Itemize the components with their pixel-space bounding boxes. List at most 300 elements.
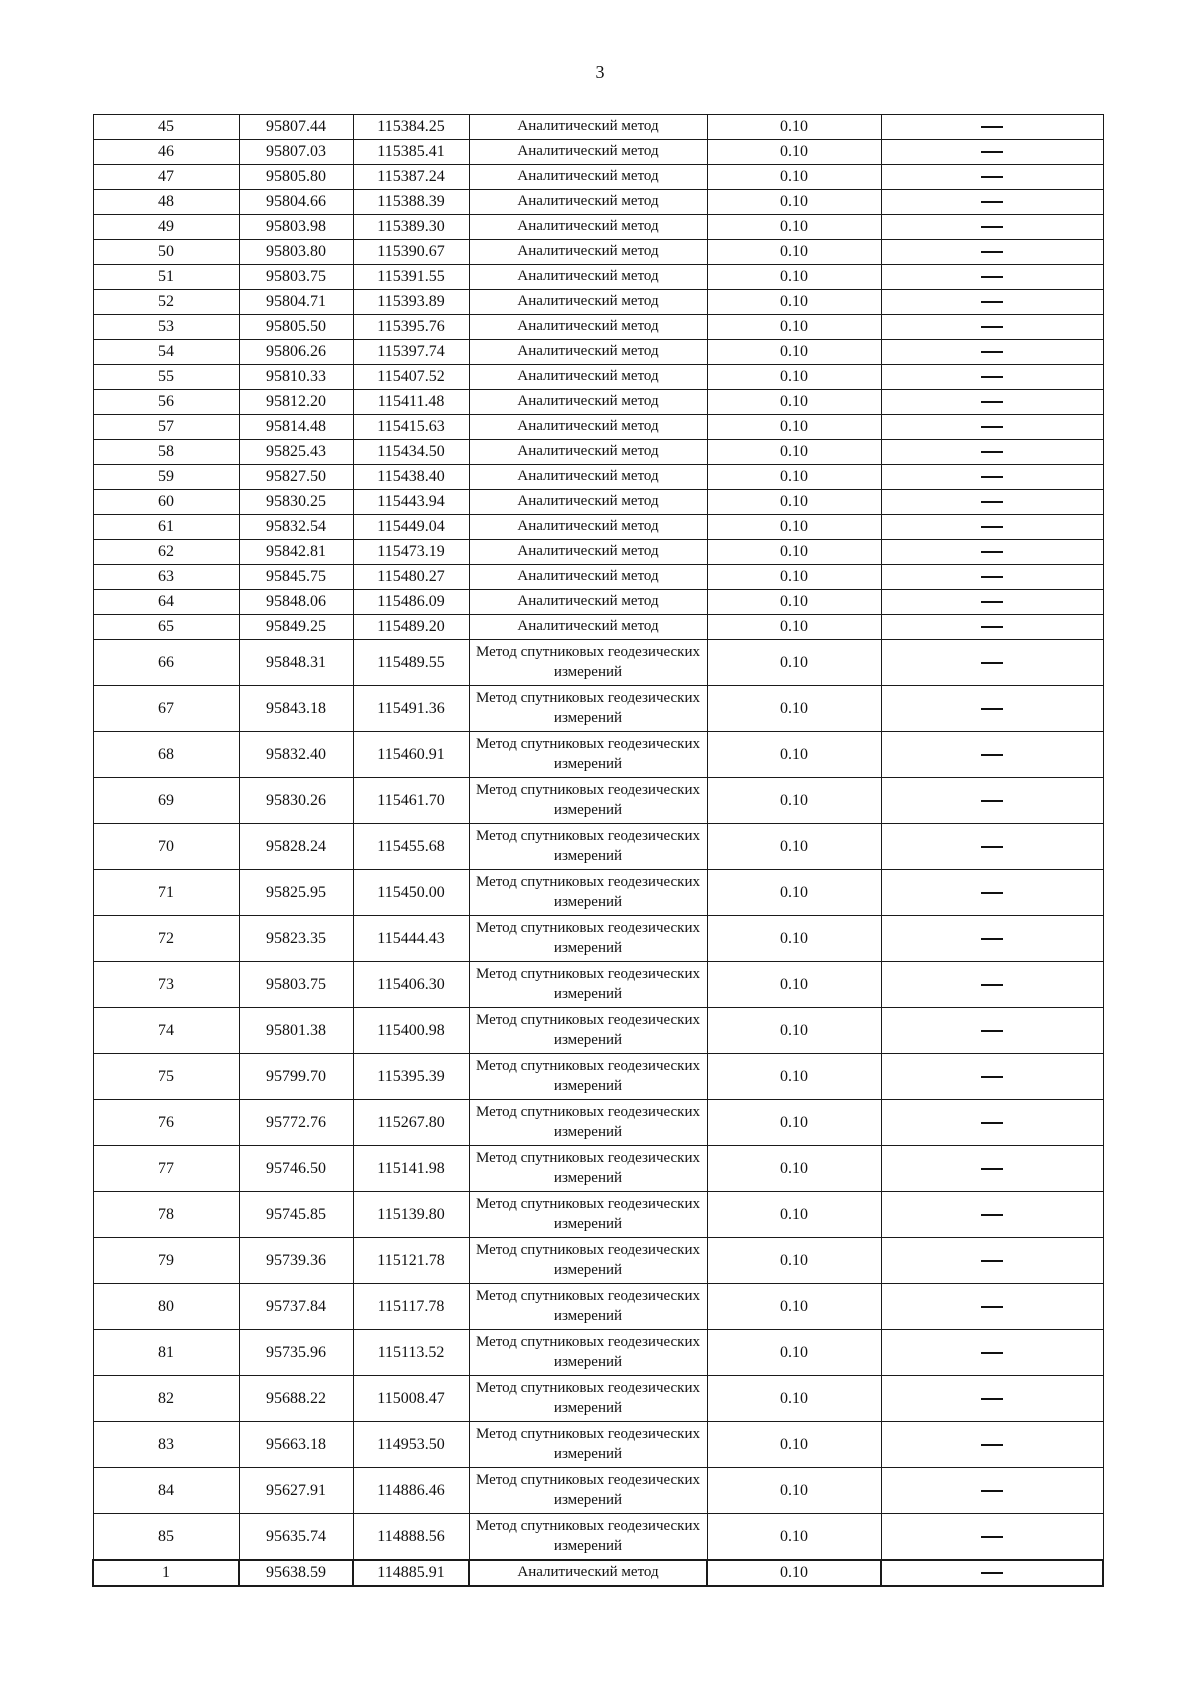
point-number-cell: 60 <box>93 490 239 515</box>
table-row <box>93 870 1103 916</box>
point-number-cell: 67 <box>93 686 239 732</box>
table-row <box>93 1422 1103 1468</box>
dash-mark <box>981 551 1003 553</box>
dash-mark <box>981 1030 1003 1032</box>
accuracy-cell: 0.10 <box>707 1514 881 1561</box>
accuracy-cell: 0.10 <box>707 732 881 778</box>
method-cell: Аналитический метод <box>469 565 707 590</box>
point-number-cell: 55 <box>93 365 239 390</box>
x-coordinate-cell: 95814.48 <box>239 415 353 440</box>
x-coordinate-cell: 95803.75 <box>239 962 353 1008</box>
y-coordinate-cell: 115385.41 <box>353 140 469 165</box>
x-coordinate-cell: 95806.26 <box>239 340 353 365</box>
accuracy-cell: 0.10 <box>707 240 881 265</box>
point-number-cell: 66 <box>93 640 239 686</box>
table-row <box>93 140 1103 165</box>
dash-mark <box>981 176 1003 178</box>
point-number-cell: 46 <box>93 140 239 165</box>
point-number-cell: 48 <box>93 190 239 215</box>
method-cell: Метод спутниковых геодезических измерений <box>469 1238 707 1284</box>
y-coordinate-cell: 115460.91 <box>353 732 469 778</box>
x-coordinate-cell: 95804.71 <box>239 290 353 315</box>
note-cell <box>881 962 1103 1008</box>
method-cell: Метод спутниковых геодезических измерений <box>469 640 707 686</box>
table-row <box>93 824 1103 870</box>
y-coordinate-cell: 115395.76 <box>353 315 469 340</box>
y-coordinate-cell: 115406.30 <box>353 962 469 1008</box>
x-coordinate-cell: 95688.22 <box>239 1376 353 1422</box>
x-coordinate-cell: 95803.98 <box>239 215 353 240</box>
accuracy-cell: 0.10 <box>707 465 881 490</box>
table-row <box>93 115 1103 140</box>
note-cell <box>881 140 1103 165</box>
method-cell: Метод спутниковых геодезических измерений <box>469 1330 707 1376</box>
point-number-cell: 62 <box>93 540 239 565</box>
dash-mark <box>981 326 1003 328</box>
note-cell <box>881 824 1103 870</box>
note-cell <box>881 1054 1103 1100</box>
point-number-cell: 82 <box>93 1376 239 1422</box>
note-cell <box>881 1330 1103 1376</box>
x-coordinate-cell: 95735.96 <box>239 1330 353 1376</box>
table-row <box>93 615 1103 640</box>
dash-mark <box>981 754 1003 756</box>
x-coordinate-cell: 95627.91 <box>239 1468 353 1514</box>
point-number-cell: 85 <box>93 1514 239 1561</box>
method-cell: Метод спутниковых геодезических измерений <box>469 1054 707 1100</box>
point-number-cell: 68 <box>93 732 239 778</box>
table-row <box>93 265 1103 290</box>
point-number-cell: 58 <box>93 440 239 465</box>
dash-mark <box>981 846 1003 848</box>
method-cell: Метод спутниковых геодезических измерений <box>469 778 707 824</box>
table-row <box>93 565 1103 590</box>
method-cell: Аналитический метод <box>469 165 707 190</box>
point-number-cell: 73 <box>93 962 239 1008</box>
table-row <box>93 916 1103 962</box>
method-cell: Метод спутниковых геодезических измерений <box>469 916 707 962</box>
accuracy-cell: 0.10 <box>707 1146 881 1192</box>
y-coordinate-cell: 115400.98 <box>353 1008 469 1054</box>
table-row <box>93 390 1103 415</box>
y-coordinate-cell: 115455.68 <box>353 824 469 870</box>
note-cell <box>881 315 1103 340</box>
dash-mark <box>981 800 1003 802</box>
method-cell: Метод спутниковых геодезических измерений <box>469 1192 707 1238</box>
method-cell: Аналитический метод <box>469 340 707 365</box>
y-coordinate-cell: 115393.89 <box>353 290 469 315</box>
accuracy-cell: 0.10 <box>707 215 881 240</box>
coordinates-table <box>92 114 1104 1587</box>
x-coordinate-cell: 95804.66 <box>239 190 353 215</box>
table-row <box>93 640 1103 686</box>
note-cell <box>881 465 1103 490</box>
dash-mark <box>981 1352 1003 1354</box>
x-coordinate-cell: 95746.50 <box>239 1146 353 1192</box>
x-coordinate-cell: 95828.24 <box>239 824 353 870</box>
accuracy-cell: 0.10 <box>707 1330 881 1376</box>
accuracy-cell: 0.10 <box>707 565 881 590</box>
method-cell: Аналитический метод <box>469 490 707 515</box>
point-number-cell: 75 <box>93 1054 239 1100</box>
accuracy-cell: 0.10 <box>707 1284 881 1330</box>
accuracy-cell: 0.10 <box>707 365 881 390</box>
x-coordinate-cell: 95843.18 <box>239 686 353 732</box>
note-cell <box>881 916 1103 962</box>
point-number-cell: 51 <box>93 265 239 290</box>
accuracy-cell: 0.10 <box>707 340 881 365</box>
method-cell: Метод спутниковых геодезических измерений <box>469 686 707 732</box>
x-coordinate-cell: 95805.80 <box>239 165 353 190</box>
table-row <box>93 686 1103 732</box>
x-coordinate-cell: 95739.36 <box>239 1238 353 1284</box>
y-coordinate-cell: 115141.98 <box>353 1146 469 1192</box>
point-number-cell: 1 <box>93 1560 239 1586</box>
point-number-cell: 70 <box>93 824 239 870</box>
dash-mark <box>981 476 1003 478</box>
y-coordinate-cell: 115008.47 <box>353 1376 469 1422</box>
y-coordinate-cell: 115443.94 <box>353 490 469 515</box>
dash-mark <box>981 401 1003 403</box>
point-number-cell: 47 <box>93 165 239 190</box>
x-coordinate-cell: 95848.06 <box>239 590 353 615</box>
note-cell <box>881 165 1103 190</box>
method-cell: Аналитический метод <box>469 515 707 540</box>
y-coordinate-cell: 115434.50 <box>353 440 469 465</box>
y-coordinate-cell: 115391.55 <box>353 265 469 290</box>
accuracy-cell: 0.10 <box>707 315 881 340</box>
method-cell: Аналитический метод <box>469 290 707 315</box>
table-row <box>93 778 1103 824</box>
dash-mark <box>981 126 1003 128</box>
note-cell <box>881 1192 1103 1238</box>
note-cell <box>881 415 1103 440</box>
method-cell: Метод спутниковых геодезических измерений <box>469 1514 707 1561</box>
x-coordinate-cell: 95737.84 <box>239 1284 353 1330</box>
method-cell: Аналитический метод <box>469 615 707 640</box>
table-row <box>93 515 1103 540</box>
point-number-cell: 80 <box>93 1284 239 1330</box>
y-coordinate-cell: 115449.04 <box>353 515 469 540</box>
x-coordinate-cell: 95812.20 <box>239 390 353 415</box>
table-row <box>93 490 1103 515</box>
x-coordinate-cell: 95807.03 <box>239 140 353 165</box>
accuracy-cell: 0.10 <box>707 686 881 732</box>
accuracy-cell: 0.10 <box>707 824 881 870</box>
accuracy-cell: 0.10 <box>707 440 881 465</box>
y-coordinate-cell: 115486.09 <box>353 590 469 615</box>
x-coordinate-cell: 95745.85 <box>239 1192 353 1238</box>
method-cell: Аналитический метод <box>469 190 707 215</box>
x-coordinate-cell: 95830.26 <box>239 778 353 824</box>
accuracy-cell: 0.10 <box>707 1100 881 1146</box>
accuracy-cell: 0.10 <box>707 1192 881 1238</box>
point-number-cell: 79 <box>93 1238 239 1284</box>
point-number-cell: 52 <box>93 290 239 315</box>
coordinates-table-body <box>93 115 1103 1587</box>
note-cell <box>881 540 1103 565</box>
table-row <box>93 1054 1103 1100</box>
table-row <box>93 1376 1103 1422</box>
y-coordinate-cell: 115411.48 <box>353 390 469 415</box>
note-cell <box>881 265 1103 290</box>
accuracy-cell: 0.10 <box>707 962 881 1008</box>
y-coordinate-cell: 115415.63 <box>353 415 469 440</box>
dash-mark <box>981 1306 1003 1308</box>
dash-mark <box>981 501 1003 503</box>
point-number-cell: 57 <box>93 415 239 440</box>
note-cell <box>881 1146 1103 1192</box>
y-coordinate-cell: 115384.25 <box>353 115 469 140</box>
y-coordinate-cell: 115117.78 <box>353 1284 469 1330</box>
accuracy-cell: 0.10 <box>707 778 881 824</box>
table-row <box>93 1468 1103 1514</box>
method-cell: Метод спутниковых геодезических измерений <box>469 1008 707 1054</box>
x-coordinate-cell: 95825.95 <box>239 870 353 916</box>
x-coordinate-cell: 95807.44 <box>239 115 353 140</box>
note-cell <box>881 565 1103 590</box>
accuracy-cell: 0.10 <box>707 390 881 415</box>
table-row <box>93 962 1103 1008</box>
dash-mark <box>981 1260 1003 1262</box>
note-cell <box>881 1560 1103 1586</box>
dash-mark <box>981 938 1003 940</box>
note-cell <box>881 1238 1103 1284</box>
y-coordinate-cell: 115387.24 <box>353 165 469 190</box>
y-coordinate-cell: 115121.78 <box>353 1238 469 1284</box>
table-row <box>93 240 1103 265</box>
table-row <box>93 1100 1103 1146</box>
method-cell: Метод спутниковых геодезических измерений <box>469 870 707 916</box>
accuracy-cell: 0.10 <box>707 515 881 540</box>
point-number-cell: 74 <box>93 1008 239 1054</box>
method-cell: Метод спутниковых геодезических измерений <box>469 1376 707 1422</box>
dash-mark <box>981 1122 1003 1124</box>
x-coordinate-cell: 95823.35 <box>239 916 353 962</box>
point-number-cell: 78 <box>93 1192 239 1238</box>
point-number-cell: 81 <box>93 1330 239 1376</box>
method-cell: Аналитический метод <box>469 540 707 565</box>
dash-mark <box>981 1536 1003 1538</box>
note-cell <box>881 365 1103 390</box>
method-cell: Аналитический метод <box>469 265 707 290</box>
x-coordinate-cell: 95799.70 <box>239 1054 353 1100</box>
x-coordinate-cell: 95832.40 <box>239 732 353 778</box>
dash-mark <box>981 226 1003 228</box>
table-row <box>93 1008 1103 1054</box>
method-cell: Аналитический метод <box>469 415 707 440</box>
x-coordinate-cell: 95845.75 <box>239 565 353 590</box>
note-cell <box>881 870 1103 916</box>
point-number-cell: 64 <box>93 590 239 615</box>
method-cell: Аналитический метод <box>469 390 707 415</box>
method-cell: Аналитический метод <box>469 115 707 140</box>
table-row <box>93 540 1103 565</box>
method-cell: Метод спутниковых геодезических измерений <box>469 1146 707 1192</box>
note-cell <box>881 390 1103 415</box>
page-number: 3 <box>595 62 605 82</box>
note-cell <box>881 615 1103 640</box>
point-number-cell: 50 <box>93 240 239 265</box>
y-coordinate-cell: 115389.30 <box>353 215 469 240</box>
x-coordinate-cell: 95832.54 <box>239 515 353 540</box>
note-cell <box>881 440 1103 465</box>
dash-mark <box>981 201 1003 203</box>
table-row <box>93 340 1103 365</box>
accuracy-cell: 0.10 <box>707 115 881 140</box>
accuracy-cell: 0.10 <box>707 1468 881 1514</box>
note-cell <box>881 686 1103 732</box>
accuracy-cell: 0.10 <box>707 1238 881 1284</box>
dash-mark <box>981 1444 1003 1446</box>
dash-mark <box>981 1490 1003 1492</box>
dash-mark <box>981 351 1003 353</box>
dash-mark <box>981 576 1003 578</box>
x-coordinate-cell: 95772.76 <box>239 1100 353 1146</box>
note-cell <box>881 190 1103 215</box>
accuracy-cell: 0.10 <box>707 1376 881 1422</box>
y-coordinate-cell: 115450.00 <box>353 870 469 916</box>
dash-mark <box>981 451 1003 453</box>
table-row <box>93 165 1103 190</box>
y-coordinate-cell: 115390.67 <box>353 240 469 265</box>
dash-mark <box>981 151 1003 153</box>
accuracy-cell: 0.10 <box>707 540 881 565</box>
note-cell <box>881 115 1103 140</box>
table-row <box>93 1514 1103 1561</box>
dash-mark <box>981 892 1003 894</box>
dash-mark <box>981 662 1003 664</box>
y-coordinate-cell: 115444.43 <box>353 916 469 962</box>
table-row <box>93 465 1103 490</box>
x-coordinate-cell: 95803.75 <box>239 265 353 290</box>
point-number-cell: 69 <box>93 778 239 824</box>
accuracy-cell: 0.10 <box>707 615 881 640</box>
y-coordinate-cell: 114888.56 <box>353 1514 469 1561</box>
y-coordinate-cell: 115491.36 <box>353 686 469 732</box>
point-number-cell: 71 <box>93 870 239 916</box>
method-cell: Аналитический метод <box>469 140 707 165</box>
y-coordinate-cell: 115489.55 <box>353 640 469 686</box>
method-cell: Аналитический метод <box>469 215 707 240</box>
accuracy-cell: 0.10 <box>707 490 881 515</box>
dash-mark <box>981 251 1003 253</box>
table-row <box>93 1560 1103 1586</box>
dash-mark <box>981 426 1003 428</box>
point-number-cell: 72 <box>93 916 239 962</box>
method-cell: Аналитический метод <box>469 1560 707 1586</box>
method-cell: Метод спутниковых геодезических измерений <box>469 1284 707 1330</box>
y-coordinate-cell: 115407.52 <box>353 365 469 390</box>
accuracy-cell: 0.10 <box>707 1054 881 1100</box>
y-coordinate-cell: 115438.40 <box>353 465 469 490</box>
note-cell <box>881 340 1103 365</box>
dash-mark <box>981 984 1003 986</box>
dash-mark <box>981 1572 1003 1574</box>
table-row <box>93 590 1103 615</box>
method-cell: Аналитический метод <box>469 590 707 615</box>
note-cell <box>881 732 1103 778</box>
note-cell <box>881 1100 1103 1146</box>
table-row <box>93 440 1103 465</box>
table-row <box>93 315 1103 340</box>
accuracy-cell: 0.10 <box>707 140 881 165</box>
note-cell <box>881 1008 1103 1054</box>
point-number-cell: 63 <box>93 565 239 590</box>
x-coordinate-cell: 95803.80 <box>239 240 353 265</box>
note-cell <box>881 515 1103 540</box>
method-cell: Аналитический метод <box>469 240 707 265</box>
accuracy-cell: 0.10 <box>707 870 881 916</box>
point-number-cell: 76 <box>93 1100 239 1146</box>
dash-mark <box>981 301 1003 303</box>
note-cell <box>881 590 1103 615</box>
table-row <box>93 1330 1103 1376</box>
method-cell: Метод спутниковых геодезических измерений <box>469 732 707 778</box>
accuracy-cell: 0.10 <box>707 165 881 190</box>
method-cell: Метод спутниковых геодезических измерений <box>469 1422 707 1468</box>
y-coordinate-cell: 115113.52 <box>353 1330 469 1376</box>
dash-mark <box>981 626 1003 628</box>
table-row <box>93 190 1103 215</box>
y-coordinate-cell: 115461.70 <box>353 778 469 824</box>
table-row <box>93 732 1103 778</box>
x-coordinate-cell: 95848.31 <box>239 640 353 686</box>
point-number-cell: 49 <box>93 215 239 240</box>
y-coordinate-cell: 115395.39 <box>353 1054 469 1100</box>
point-number-cell: 59 <box>93 465 239 490</box>
accuracy-cell: 0.10 <box>707 1560 881 1586</box>
point-number-cell: 83 <box>93 1422 239 1468</box>
x-coordinate-cell: 95849.25 <box>239 615 353 640</box>
method-cell: Аналитический метод <box>469 365 707 390</box>
table-row <box>93 290 1103 315</box>
dash-mark <box>981 1214 1003 1216</box>
accuracy-cell: 0.10 <box>707 265 881 290</box>
dash-mark <box>981 376 1003 378</box>
x-coordinate-cell: 95810.33 <box>239 365 353 390</box>
method-cell: Метод спутниковых геодезических измерений <box>469 824 707 870</box>
x-coordinate-cell: 95830.25 <box>239 490 353 515</box>
accuracy-cell: 0.10 <box>707 1008 881 1054</box>
dash-mark <box>981 1168 1003 1170</box>
dash-mark <box>981 526 1003 528</box>
x-coordinate-cell: 95805.50 <box>239 315 353 340</box>
dash-mark <box>981 601 1003 603</box>
table-row <box>93 1238 1103 1284</box>
point-number-cell: 84 <box>93 1468 239 1514</box>
table-row <box>93 415 1103 440</box>
note-cell <box>881 778 1103 824</box>
note-cell <box>881 1284 1103 1330</box>
y-coordinate-cell: 115397.74 <box>353 340 469 365</box>
accuracy-cell: 0.10 <box>707 640 881 686</box>
x-coordinate-cell: 95635.74 <box>239 1514 353 1561</box>
point-number-cell: 77 <box>93 1146 239 1192</box>
accuracy-cell: 0.10 <box>707 1422 881 1468</box>
note-cell <box>881 1468 1103 1514</box>
note-cell <box>881 490 1103 515</box>
method-cell: Метод спутниковых геодезических измерений <box>469 962 707 1008</box>
point-number-cell: 65 <box>93 615 239 640</box>
point-number-cell: 56 <box>93 390 239 415</box>
table-row <box>93 1284 1103 1330</box>
dash-mark <box>981 1076 1003 1078</box>
y-coordinate-cell: 115480.27 <box>353 565 469 590</box>
method-cell: Аналитический метод <box>469 315 707 340</box>
point-number-cell: 45 <box>93 115 239 140</box>
accuracy-cell: 0.10 <box>707 590 881 615</box>
